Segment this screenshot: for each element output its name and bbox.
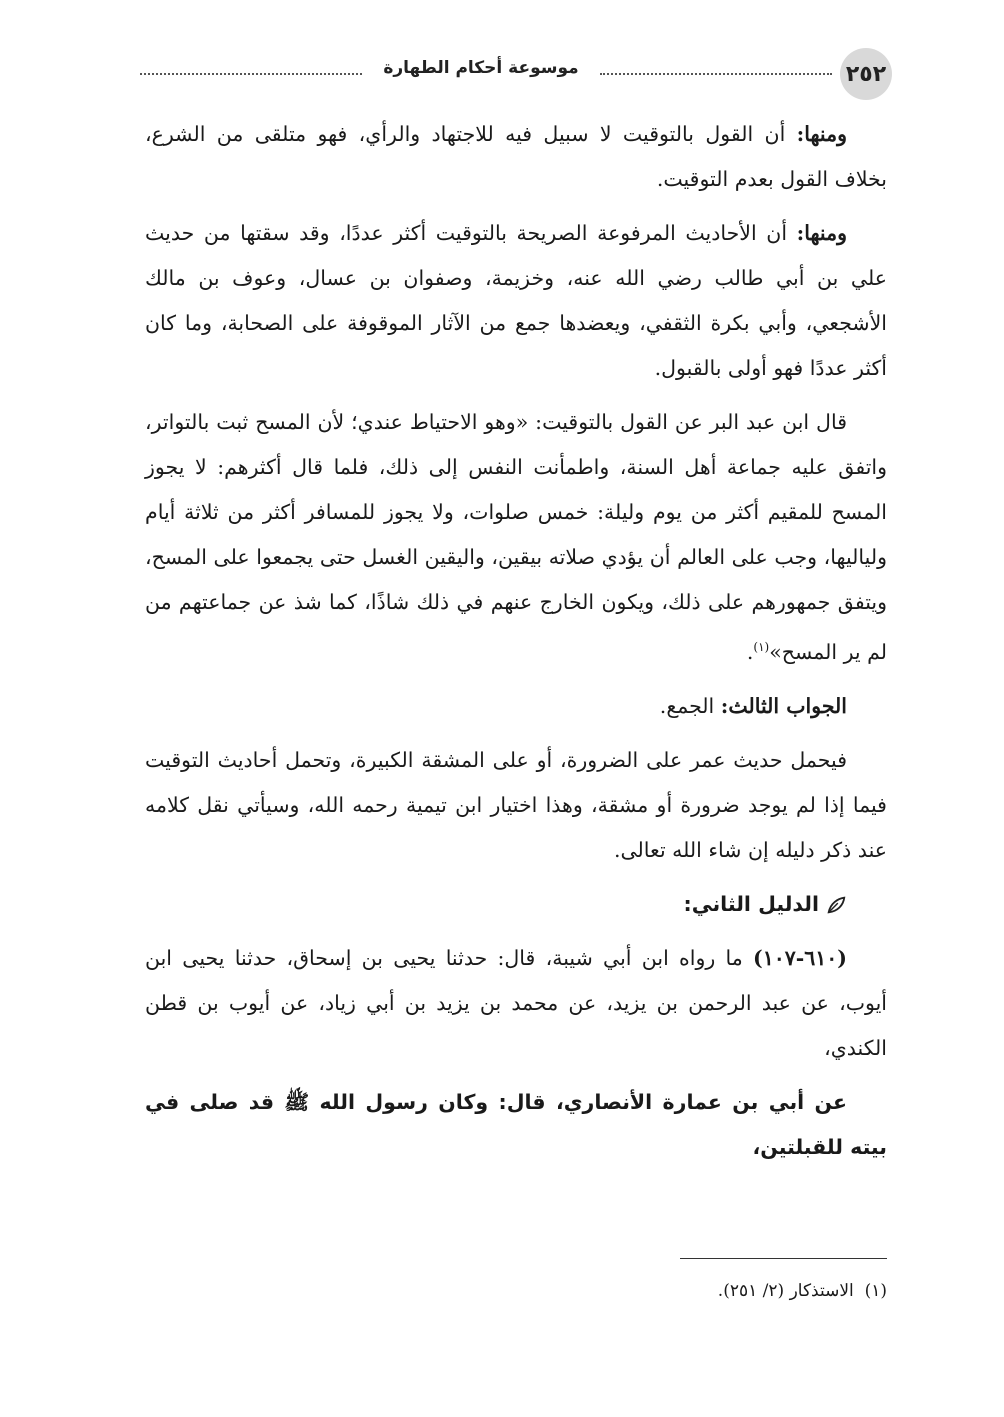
hadith-matn-text: عن أبي بن عمارة الأنصاري، قال: وكان رسول الله ﷺ قد صلى في بيته للقبلتين، bbox=[145, 1089, 887, 1159]
paragraph bbox=[145, 684, 887, 729]
leaf-icon bbox=[825, 894, 847, 916]
paragraph-tail: . bbox=[746, 639, 754, 664]
footnote-divider bbox=[680, 1258, 887, 1259]
page-number-badge: ٢٥٢ bbox=[840, 48, 892, 100]
footnote-reference: (١) bbox=[753, 640, 770, 654]
paragraph bbox=[145, 211, 887, 391]
hadith-chain: ما رواه ابن أبي شيبة، قال: حدثنا يحيى بن إسحاق، حدثنا يحيى ابن أيوب، عن عبد الرحمن بن يزيد، عن محمد بن يزيد بن أبي زياد، عن أيوب بن قطن الكندي، bbox=[145, 945, 887, 1060]
quote-paragraph bbox=[145, 400, 887, 675]
hadith-number: (٦١٠-١٠٧) bbox=[752, 945, 847, 970]
header-dotted-rule-left bbox=[140, 73, 362, 75]
header-dotted-rule-right bbox=[600, 73, 832, 75]
paragraph-text: الجمع. bbox=[659, 693, 721, 718]
section-heading bbox=[145, 882, 887, 927]
running-title: موسوعة أحكام الطهارة bbox=[383, 58, 579, 78]
section-heading-text: الدليل الثاني: bbox=[683, 891, 819, 916]
hadith-matn bbox=[145, 1080, 887, 1170]
paragraph-text: فيحمل حديث عمر على الضرورة، أو على المشقة الكبيرة، وتحمل أحاديث التوقيت فيما إذا لم يوجد ضرورة أو مشقة، وهذا اختيار ابن تيمية رحمه الله، وسيأتي نقل كلامه عند ذكر دليله إن شاء الله تعالى. bbox=[145, 747, 887, 862]
page-header bbox=[140, 48, 892, 100]
footnote bbox=[145, 1276, 887, 1306]
paragraph-text: أن القول بالتوقيت لا سبيل فيه للاجتهاد والرأي، فهو متلقى من الشرع، بخلاف القول بعدم التوقيت. bbox=[145, 122, 887, 191]
footnote-text: الاستذكار (٢/ ٢٥١). bbox=[717, 1281, 854, 1301]
paragraph-lead: ومنها: bbox=[796, 221, 847, 245]
paragraph bbox=[145, 112, 887, 202]
paragraph-lead: ومنها: bbox=[796, 122, 847, 146]
paragraph bbox=[145, 738, 887, 873]
main-text bbox=[145, 112, 887, 1179]
paragraph-text: قال ابن عبد البر عن القول بالتوقيت: «وهو الاحتياط عندي؛ لأن المسح ثبت بالتواتر، واتفق عليه جماعة أهل السنة، واطمأنت النفس إلى ذلك، فلما قال أكثرهم: لا يجوز المسح للمقيم أكثر من يوم وليلة: خمس صلوات، ولا يجوز للمسافر أكثر من ثلاثة أيام ولياليها، وجب على العالم أن يؤدي صلاته بيقين، واليقين الغسل حتى يجمعوا على المسح، ويتفق جمهورهم على ذلك، ويكون الخارج عنهم في ذلك شاذًا، كما شذ عن جماعتهم من لم ير المسح» bbox=[145, 410, 887, 664]
hadith-isnad bbox=[145, 936, 887, 1071]
footnote-marker: (١) bbox=[864, 1281, 887, 1301]
paragraph-text: أن الأحاديث المرفوعة الصريحة بالتوقيت أكثر عددًا، وقد سقتها من حديث علي بن أبي طالب رضي الله عنه، وخزيمة، وصفوان بن عسال، وعوف بن مالك الأشجعي، وأبي بكرة الثقفي، ويعضدها جمع من الآثار الموقوفة على الصحابة، وما كان أكثر عددًا فهو أولى بالقبول. bbox=[145, 221, 887, 380]
paragraph-lead: الجواب الثالث: bbox=[720, 693, 847, 718]
